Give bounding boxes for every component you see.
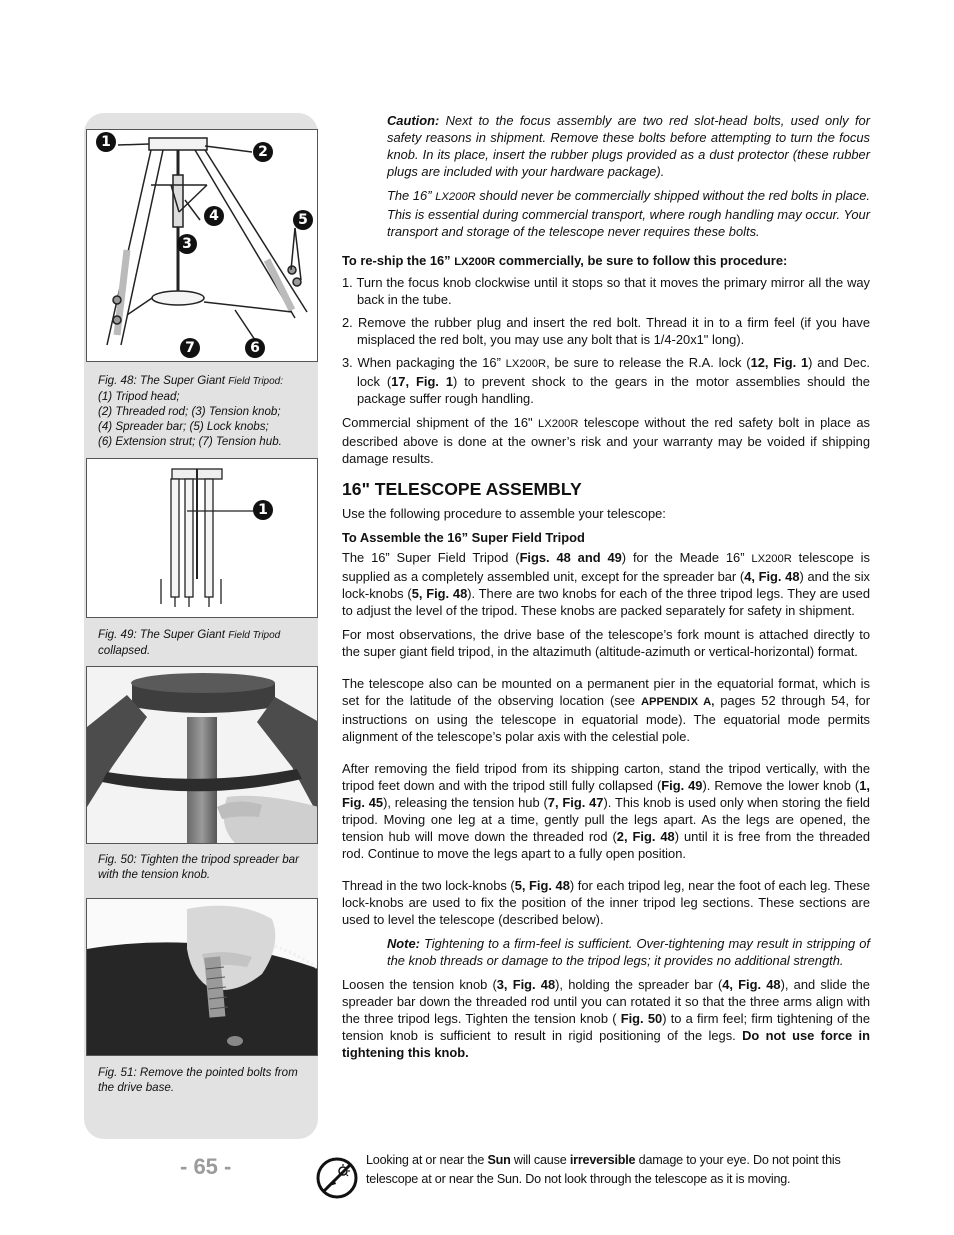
no-sun-viewing-icon [316,1157,358,1199]
reship-step-3: 3. When packaging the 16” LX200R, be sure to release the R.A. lock (12, Fig. 1) and Dec. lock (17, Fig. 1) to prevent shock to the gears in the motor assemblies should the package suffer rough handling. [342,355,871,406]
caution-paragraph: Caution: Next to the focus assembly are two red slot-head bolts, used only for safety reasons in shipment. Remove these bolts before attempting to turn the focus knob. In its place, insert the rubber plugs provided as a dust protector (these rubber plugs are included with your hardware package). [387,113,870,179]
shipping-warning-paragraph: The 16” LX200R should never be commercially shipped without the red bolts in place. This is essential during commercial transport, where rough handling may occur. Your transport and storage of the telescope never requires these bolts. [387,188,870,239]
reship-heading: To re-ship the 16” LX200R commercially, be sure to follow this procedure: [342,253,788,268]
spreader-bar-photo [87,667,318,844]
paragraph-4: After removing the field tripod from its shipping carton, stand the tripod vertically, with the tripod feet down and with the tripod still fully collapsed (Fig. 49). Remove the lower knob (1, Fig. 45), releasing the tension hub (7, Fig. 47). This knob is used only when storing the field tripod. Moving one leg at a time, gently pull the legs apart. As the legs are opened, the tension hub will move down the threaded rod (2, Fig. 48) until it is free from the threaded rod. Continue to move the legs apart to a fully open position. [342,761,870,861]
callout-2: 2 [253,142,273,162]
figure-48-tripod-diagram [86,129,318,362]
pointed-bolts-photo [87,899,318,1056]
section-title: 16" TELESCOPE ASSEMBLY [342,479,582,499]
tripod-illustration [87,130,318,362]
collapsed-tripod-illustration [87,459,318,618]
figure-50-caption: Fig. 50: Tighten the tripod spreader bar with the tension knob. [98,853,299,881]
subsection-title: To Assemble the 16” Super Field Tripod [342,530,585,545]
paragraph-5: Thread in the two lock-knobs (5, Fig. 48) for each tripod leg, near the foot of each leg. These lock-knobs are used to fix the position of the inner tripod leg sections. These sections are used to level the telescope (described below). [342,878,871,927]
figure-49-caption: Fig. 49: The Super Giant Field Tripod collapsed. [98,628,281,657]
page-number: - 65 - [180,1154,232,1179]
main-text-column [342,112,870,1068]
callout-1: 1 [96,132,116,152]
paragraph-2: For most observations, the drive base of the telescope’s fork mount is attached directly to the super giant field tripod, in the altazimuth (altitude-azimuth or vertical-horizontal) format. [342,627,870,659]
figure-49-collapsed-tripod [86,458,318,618]
callout-4: 4 [204,206,224,226]
callout-1-fig49: 1 [253,500,273,520]
note-paragraph: Note: Tightening to a firm-feel is sufficient. Over-tightening may result in stripping of the knob threads or damage to the tripod legs; it provides no additional strength. [387,936,870,968]
callout-3: 3 [177,234,197,254]
paragraph-1: The 16” Super Field Tripod (Figs. 48 and 49) for the Meade 16” LX200R telescope is supplied as a completely assembled unit, except for the spreader bar (4, Fig. 48) and the six lock-knobs (5, Fig. 48). There are two knobs for each of the three tripod legs. They are used to adjust the level of the tripod. These knobs are packed separately for safety in shipment. [342,550,871,618]
reship-steps [342,274,870,407]
paragraph-3: The telescope also can be mounted on a permanent pier in the equatorial format, which is set for the latitude of the observing location (see APPENDIX A, pages 52 through 54, for instructions on using the telescope in equatorial mode). The equatorial mode permits alignment of the telescope’s polar axis with the celestial pole. [342,676,871,744]
reship-step-1: 1. Turn the focus knob clockwise until it stops so that it moves the primary mirror all the way back in the tube. [342,275,870,307]
paragraph-6: Loosen the tension knob (3, Fig. 48), holding the spreader bar (4, Fig. 48), and slide the spreader bar down the threaded rod until you can rotated it so that the three arms align with the three tripod legs. Tighten the tension knob ( Fig. 50) to a firm feel; firm tightening of the tension knob is sufficient to result in rigid positioning of the legs. Do not use force in tightening this knob. [342,977,871,1060]
figure-51-photo [86,898,318,1056]
callout-6: 6 [245,338,265,358]
figure-48-caption: Fig. 48: The Super Giant Field Tripod: (1) Tripod head; (2) Threaded rod; (3) Tension knob; (4) Spreader bar; (5) Lock knobs; (6) Extension strut; (7) Tension hub. [98,374,284,448]
intro-paragraph: Use the following procedure to assemble your telescope: [342,506,666,521]
callout-7: 7 [180,338,200,358]
reship-step-2: 2. Remove the rubber plug and insert the red bolt. Thread it in to a firm feel (if you have misplaced the red bolt, you may use any bolt that is 1/4-20x1" long). [342,315,870,347]
figure-50-photo [86,666,318,844]
sun-warning: Looking at or near the Sun will cause irreversible damage to your eye. Do not point this telescope at or near the Sun. Do not look through the telescope as it is moving. [366,1153,841,1186]
commercial-shipment-paragraph: Commercial shipment of the 16" LX200R telescope without the red safety bolt in place as described above is done at the owner’s risk and your warranty may be voided if shipping damage results. [342,415,870,466]
figure-51-caption: Fig. 51: Remove the pointed bolts from the drive base. [98,1066,298,1094]
callout-5: 5 [293,210,313,230]
